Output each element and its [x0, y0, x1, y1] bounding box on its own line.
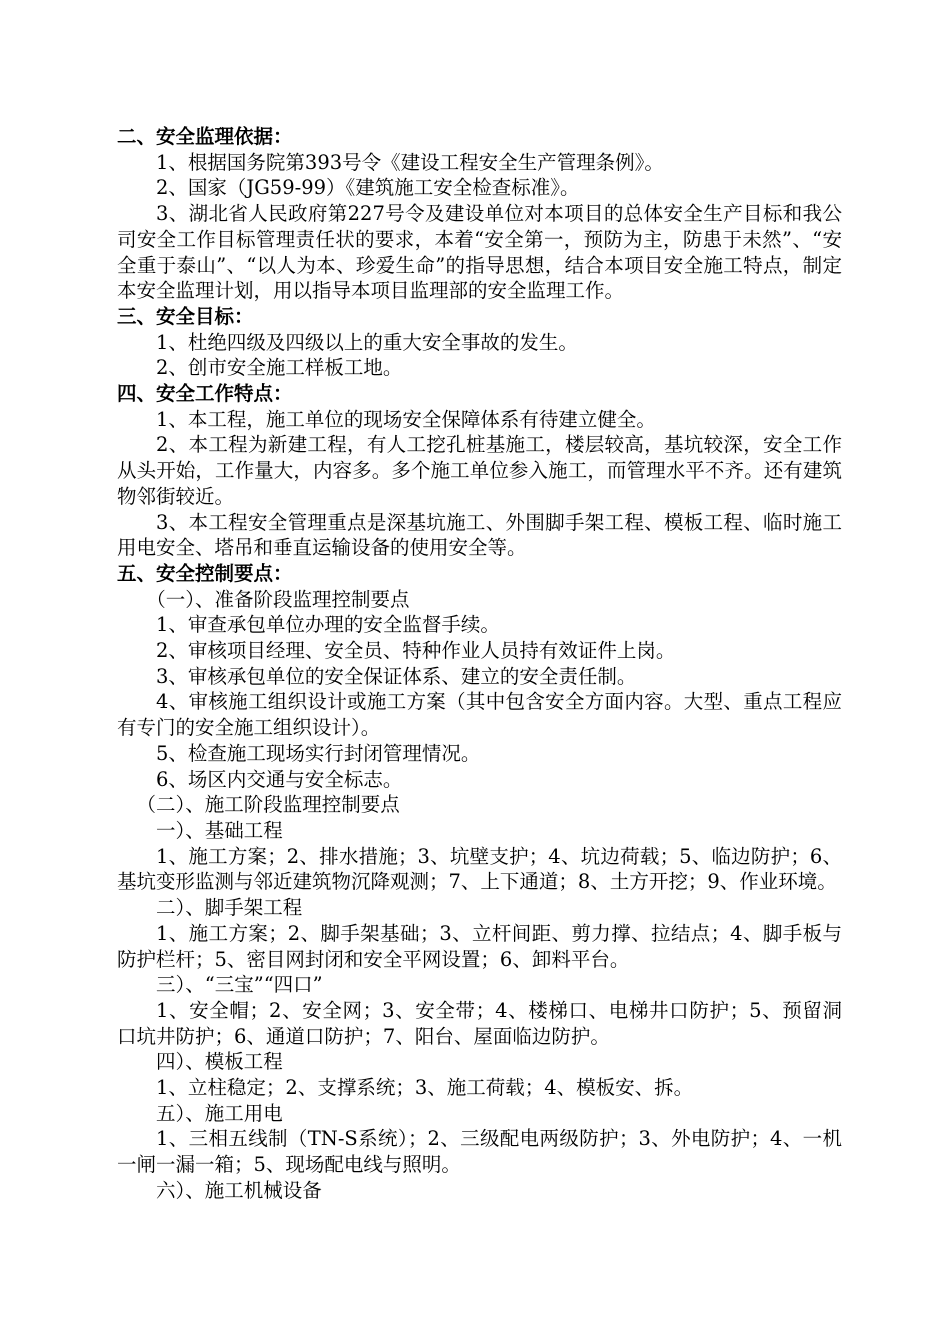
paragraph: 1、三相五线制（TN-S系统）；2、三级配电两级防护；3、外电防护；4、一机一闸一漏一箱；5、现场配电线与照明。 [117, 1127, 842, 1177]
paragraph: 6、场区内交通与安全标志。 [156, 767, 403, 791]
item-heading: 一）、基础工程 [156, 818, 283, 842]
paragraph: 3、审核承包单位的安全保证体系、建立的安全责任制。 [156, 664, 637, 688]
paragraph: 1、本工程，施工单位的现场安全保障体系有待建立健全。 [156, 407, 656, 431]
subheading-prep: （一）、准备阶段监理控制要点 [146, 587, 410, 611]
paragraph: 2、审核项目经理、安全员、特种作业人员持有效证件上岗。 [156, 639, 676, 663]
paragraph: 1、施工方案；2、脚手架基础；3、立杆间距、剪力撑、拉结点；4、脚手板与防护栏杆；5、密目网封闭和安全平网设置；6、卸料平台。 [117, 921, 842, 971]
paragraph: 1、杜绝四级及四级以上的重大安全事故的发生。 [156, 330, 578, 354]
section-heading-goal: 三、安全目标： [117, 304, 254, 328]
paragraph: 5、检查施工现场实行封闭管理情况。 [156, 741, 481, 765]
section-heading-control: 五、安全控制要点： [117, 561, 293, 585]
paragraph: 1、立柱稳定；2、支撑系统；3、施工荷载；4、模板安、拆。 [156, 1076, 694, 1100]
paragraph: 1、施工方案；2、排水措施；3、坑壁支护；4、坑边荷载；5、临边防护；6、基坑变形监测与邻近建筑物沉降观测；7、上下通道；8、土方开挖；9、作业环境。 [117, 844, 842, 894]
item-heading: 三）、“三宝”“四口” [156, 973, 323, 997]
paragraph: 2、本工程为新建工程，有人工挖孔桩基施工，楼层较高，基坑较深，安全工作从头开始，工作量大，内容多。多个施工单位参入施工，而管理水平不齐。还有建筑物邻街较近。 [117, 433, 842, 508]
paragraph: 1、审查承包单位办理的安全监督手续。 [156, 613, 500, 637]
paragraph: 3、湖北省人民政府第227号令及建设单位对本项目的总体安全生产目标和我公司安全工作目标管理责任状的要求，本着“安全第一，预防为主，防患于未然”、“安全重于泰山”、“以人为本、珍爱生命”的指导思想，结合本项目安全施工特点，制定本安全监理计划，用以指导本项目监理部的安全监理工作。 [117, 202, 842, 303]
paragraph: 4、审核施工组织设计或施工方案（其中包含安全方面内容。大型、重点工程应有专门的安全施工组织设计）。 [117, 690, 842, 740]
paragraph: 2、国家（JG59-99）《建筑施工安全检查标准》。 [156, 176, 580, 200]
section-heading-features: 四、安全工作特点： [117, 382, 293, 406]
paragraph: 3、本工程安全管理重点是深基坑施工、外围脚手架工程、模板工程、临时施工用电安全、塔吊和垂直运输设备的使用安全等。 [117, 510, 842, 560]
item-heading: 二）、脚手架工程 [156, 896, 303, 920]
subheading-construction: （二）、施工阶段监理控制要点 [136, 793, 400, 817]
item-heading: 五）、施工用电 [156, 1101, 283, 1125]
document-body [117, 124, 842, 1204]
item-heading: 四）、模板工程 [156, 1050, 283, 1074]
paragraph: 2、创市安全施工样板工地。 [156, 356, 403, 380]
item-heading: 六）、施工机械设备 [156, 1178, 322, 1202]
section-heading-basis: 二、安全监理依据： [117, 125, 293, 148]
paragraph: 1、根据国务院第393号令《建设工程安全生产管理条例》。 [156, 150, 664, 174]
paragraph: 1、安全帽；2、安全网；3、安全带；4、楼梯口、电梯井口防护；5、预留洞口坑井防护；6、通道口防护；7、阳台、屋面临边防护。 [117, 998, 842, 1048]
